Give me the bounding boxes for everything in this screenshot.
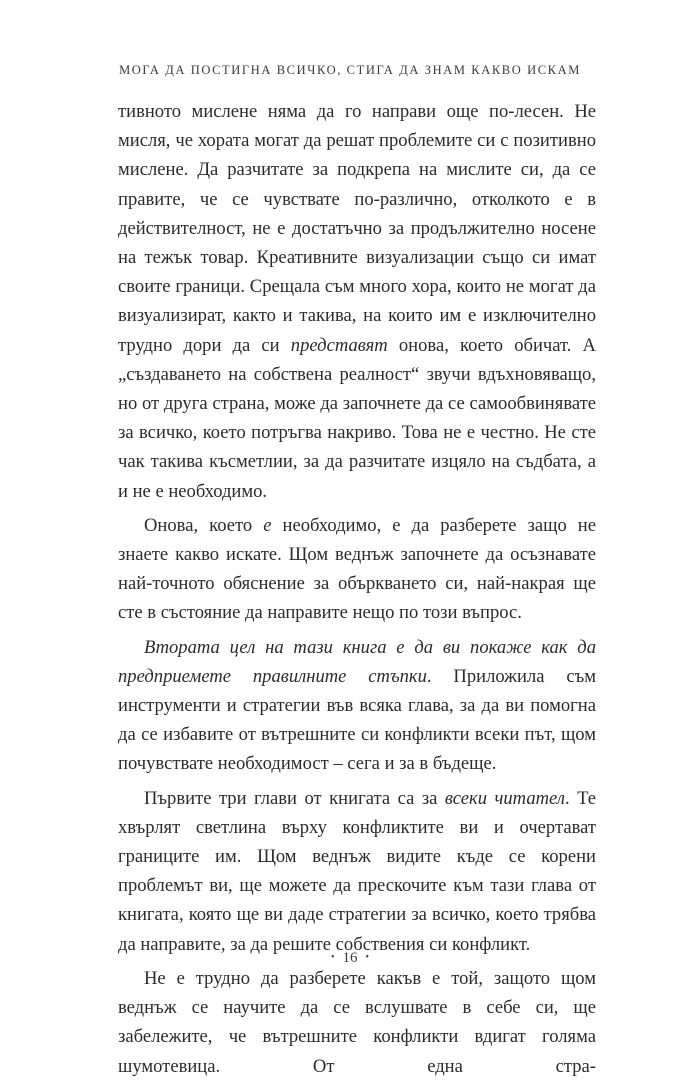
paragraph-1: [118, 97, 596, 506]
paragraph-4-text: . Те хвърлят светлина върху конфликтите ви и очертават границите им. Щом веднъж видите къде се корени проблемът ви, ще можете да прескочите към тази глава от книгата, която ще ви даде стратегии за всичко, което трябва да направите, за да решите собствения си конфликт.: [118, 787, 596, 955]
page-body: [118, 97, 596, 1081]
page-number: 16: [342, 950, 358, 966]
paragraph-4-emphasis: всеки читател: [444, 787, 565, 809]
paragraph-2-text: необходимо, е да разберете защо не знаете какво искате. Щом веднъж започнете да осъзнавате най-точното обяснение за объркването си, най-накрая ще сте в състояние да направите нещо по този въпрос.: [118, 514, 596, 624]
paragraph-4: [118, 784, 596, 959]
paragraph-3-emphasis: Втората цел на тази книга е да ви покаже как да предприемете правилните стъпки: [118, 636, 596, 687]
paragraph-1-emphasis: представят: [290, 334, 388, 356]
paragraph-3-text: . Приложила съм инструменти и стратегии във всяка глава, за да ви помогна да се избавите от вътрешните си конфликти всеки път, щом почувствате необходимост – сега и за в бъдеще.: [118, 665, 596, 775]
paragraph-1-tail: онова, което обичат. А „създаването на собствена реалност“ звучи вдъхновяващо, но от друга страна, може да започнете да се самообвинявате за всичко, което потръгва накриво. Това не е честно. Не сте чак такива късметлии, за да разчитате изцяло на съдбата, а и не е необходимо.: [118, 334, 596, 502]
paragraph-3: [118, 633, 596, 779]
paragraph-1-text: тивното мислене няма да го направи още по-лесен. Не мисля, че хората могат да решат проблемите си с позитивно мислене. Да разчитате за подкрепа на мислите си, да се правите, че се чувствате по-различно, отколкото е в действителност, не е достатъчно за продължително носене на тежък товар. Креативните визуализации също си имат своите граници. Срещала съм много хора, които не могат да визуализират, както и такива, на които им е изключително трудно дори да си: [118, 101, 596, 356]
paragraph-2: [118, 511, 596, 628]
paragraph-4-lead: Първите три глави от книгата са за: [144, 787, 445, 809]
running-header: МОГА ДА ПОСТИГНА ВСИЧКО, СТИГА ДА ЗНАМ КАКВО ИСКАМ: [119, 63, 581, 77]
page-number-footer: [0, 950, 700, 967]
ornament-right: •: [365, 952, 370, 963]
paragraph-5: Не е трудно да разберете какъв е той, защото щом веднъж се научите да се вслушвате в себе си, ще забележите, че вътрешните конфликти вдигат голяма шумотевица. От една стра-: [118, 967, 596, 1077]
paragraph-2-emphasis: е: [263, 514, 272, 536]
paragraph-2-lead: Онова, което: [144, 514, 264, 536]
ornament-left: •: [330, 952, 335, 963]
